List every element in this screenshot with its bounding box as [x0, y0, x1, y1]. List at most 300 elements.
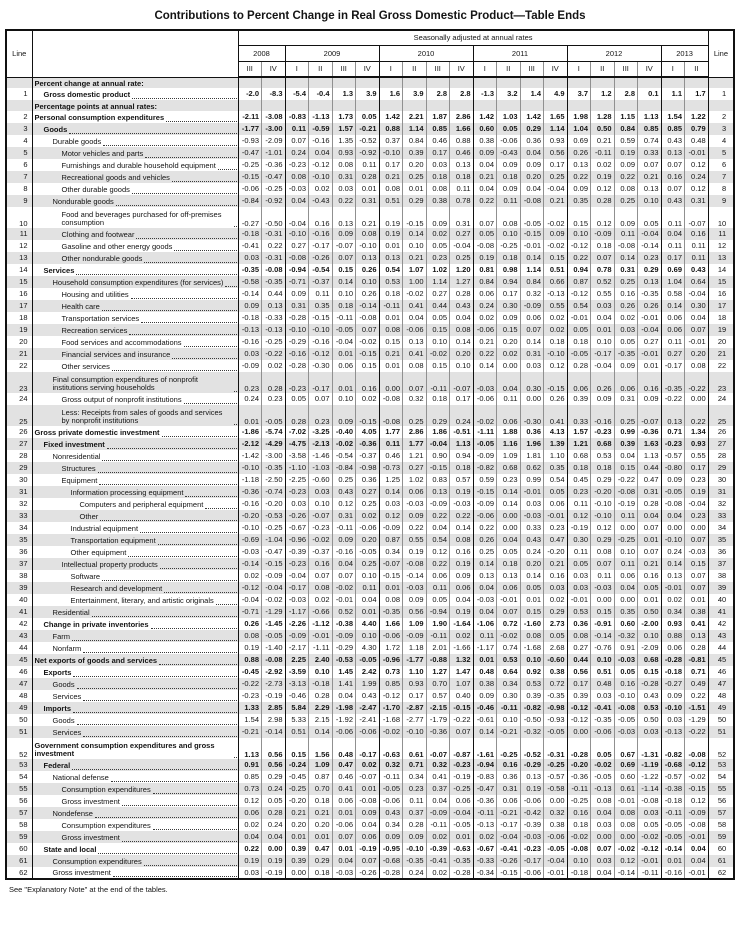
value-cell: -0.01: [520, 486, 544, 498]
line-number-right: 26: [708, 426, 734, 438]
value-cell: -1.04: [262, 534, 286, 546]
value-cell: 0.13: [638, 183, 662, 195]
value-cell: -1.06: [473, 618, 497, 630]
value-cell: 0.02: [544, 324, 568, 336]
row-label-text: Gross private domestic investment: [34, 428, 160, 438]
value-cell: 0.07: [591, 843, 615, 855]
dot-leader: [95, 817, 237, 818]
row-label-wrap: [33, 798, 238, 807]
value-cell: -0.02: [591, 759, 615, 771]
value-cell: -0.29: [285, 336, 309, 348]
value-cell: 0.23: [567, 486, 591, 498]
value-cell: -0.66: [309, 606, 333, 618]
value-cell: 0.04: [403, 312, 427, 324]
line-number-right: 50: [708, 714, 734, 726]
value-cell: 0.61: [403, 738, 427, 759]
value-cell: 0.68: [497, 462, 521, 474]
year-header: 2010: [379, 46, 473, 62]
value-cell: -0.88: [426, 654, 450, 666]
value-cell: -0.22: [450, 714, 474, 726]
value-cell: 0.93: [544, 135, 568, 147]
value-cell: -2.15: [426, 702, 450, 714]
value-cell: -0.11: [473, 807, 497, 819]
value-cell: -0.39: [426, 843, 450, 855]
value-cell: 0.09: [638, 393, 662, 405]
value-cell: 0.06: [661, 642, 685, 654]
value-cell: 0.50: [638, 606, 662, 618]
value-cell: 1.03: [497, 111, 521, 123]
value-cell: 0.13: [262, 300, 286, 312]
value-cell: -1.51: [685, 702, 709, 714]
value-cell: 0.00: [262, 843, 286, 855]
row-label-wrap: [33, 869, 238, 878]
table-row: [6, 135, 734, 147]
value-cell: -0.22: [685, 372, 709, 393]
value-cell: 0.12: [379, 510, 403, 522]
line-number-right: 46: [708, 666, 734, 678]
line-number-left: [6, 100, 32, 111]
value-cell: 0.06: [614, 570, 638, 582]
value-cell: -0.04: [262, 582, 286, 594]
value-cell: -0.25: [497, 240, 521, 252]
value-cell: -0.37: [356, 450, 380, 462]
value-cell: -1.64: [450, 618, 474, 630]
section-row: [6, 100, 734, 111]
value-cell: 0.08: [238, 630, 262, 642]
table-row: [6, 594, 734, 606]
table-row: [6, 546, 734, 558]
value-cell: -0.15: [544, 372, 568, 393]
value-cell: 0.14: [450, 336, 474, 348]
value-cell: 0.14: [450, 522, 474, 534]
line-number-left: 36: [6, 546, 32, 558]
value-cell: 0.53: [379, 276, 403, 288]
line-number-right: 55: [708, 783, 734, 795]
value-cell: 0.83: [426, 474, 450, 486]
value-cell: -0.10: [379, 147, 403, 159]
value-cell: 0.36: [567, 618, 591, 630]
value-cell: 0.04: [332, 558, 356, 570]
value-cell: 1.65: [544, 111, 568, 123]
line-number-right: 61: [708, 855, 734, 867]
value-cell: 1.3: [332, 88, 356, 100]
value-cell: 0.00: [685, 393, 709, 405]
value-cell: 0.09: [238, 300, 262, 312]
quarter-header: I: [285, 62, 309, 78]
row-label: [32, 135, 238, 147]
row-label-text: Other equipment: [70, 548, 127, 558]
value-cell: -0.26: [285, 510, 309, 522]
row-label: [32, 450, 238, 462]
value-cell: 0.26: [614, 300, 638, 312]
dot-leader: [73, 676, 236, 677]
value-cell: [638, 77, 662, 88]
value-cell: 0.39: [567, 393, 591, 405]
value-cell: 2.8: [614, 88, 638, 100]
row-label-text: Exports: [43, 668, 72, 678]
value-cell: 0.23: [238, 372, 262, 393]
value-cell: 0.16: [356, 372, 380, 393]
dot-leader: [172, 181, 237, 182]
dot-leader: [113, 876, 237, 877]
value-cell: -0.15: [403, 207, 427, 228]
value-cell: 0.23: [426, 252, 450, 264]
value-cell: -0.01: [567, 312, 591, 324]
value-cell: 0.38: [473, 135, 497, 147]
row-label: [32, 759, 238, 771]
value-cell: 0.09: [450, 570, 474, 582]
value-cell: -0.94: [473, 759, 497, 771]
value-cell: 0.23: [638, 252, 662, 264]
value-cell: [473, 100, 497, 111]
value-cell: -0.83: [473, 771, 497, 783]
value-cell: 0.09: [285, 288, 309, 300]
value-cell: -0.09: [426, 498, 450, 510]
value-cell: 0.04: [473, 159, 497, 171]
value-cell: -0.08: [661, 498, 685, 510]
value-cell: 0.41: [544, 405, 568, 426]
value-cell: -0.31: [262, 228, 286, 240]
value-cell: 0.57: [450, 474, 474, 486]
value-cell: -0.08: [685, 738, 709, 759]
value-cell: 0.07: [332, 831, 356, 843]
dot-leader: [151, 628, 237, 629]
value-cell: -0.17: [497, 819, 521, 831]
value-cell: 0.30: [497, 690, 521, 702]
value-cell: -0.28: [661, 654, 685, 666]
value-cell: -0.01: [685, 831, 709, 843]
value-cell: 0.11: [285, 123, 309, 135]
value-cell: 0.26: [591, 372, 615, 393]
value-cell: 0.25: [403, 171, 427, 183]
value-cell: -0.28: [638, 678, 662, 690]
value-cell: 0.03: [591, 819, 615, 831]
value-cell: 0.12: [426, 546, 450, 558]
value-cell: 0.09: [332, 228, 356, 240]
value-cell: 0.15: [591, 606, 615, 618]
value-cell: 0.18: [426, 171, 450, 183]
value-cell: 0.00: [685, 522, 709, 534]
value-cell: -0.05: [473, 438, 497, 450]
dot-leader: [225, 286, 236, 287]
value-cell: 0.43: [379, 807, 403, 819]
row-label-wrap: [33, 489, 238, 498]
value-cell: -0.17: [285, 582, 309, 594]
value-cell: -0.08: [520, 195, 544, 207]
value-cell: -0.09: [473, 498, 497, 510]
value-cell: -2.13: [309, 438, 333, 450]
value-cell: -0.02: [544, 207, 568, 228]
table-row: [6, 498, 734, 510]
line-number-right: 58: [708, 819, 734, 831]
value-cell: -0.43: [309, 195, 333, 207]
value-cell: -0.12: [379, 690, 403, 702]
value-cell: 0.33: [520, 522, 544, 534]
value-cell: 0.66: [544, 276, 568, 288]
value-cell: 0.55: [544, 300, 568, 312]
value-cell: -0.08: [356, 312, 380, 324]
value-cell: 0.13: [473, 570, 497, 582]
row-label-wrap: [33, 657, 238, 666]
value-cell: -0.08: [614, 702, 638, 714]
value-cell: 0.19: [520, 783, 544, 795]
value-cell: -0.10: [238, 462, 262, 474]
table-row: [6, 207, 734, 228]
value-cell: 0.00: [497, 510, 521, 522]
value-cell: -0.41: [238, 240, 262, 252]
row-label-text: Personal consumption expenditures: [34, 113, 165, 123]
value-cell: 2.15: [309, 714, 333, 726]
table-row: [6, 123, 734, 135]
value-cell: 0.08: [614, 807, 638, 819]
value-cell: -0.01: [544, 867, 568, 879]
value-cell: 0.07: [356, 855, 380, 867]
dot-leader: [160, 568, 237, 569]
row-label: [32, 702, 238, 714]
value-cell: 0.21: [379, 171, 403, 183]
value-cell: -0.21: [497, 807, 521, 819]
value-cell: 0.08: [403, 360, 427, 372]
value-cell: -2.09: [638, 642, 662, 654]
line-number-right: 52: [708, 738, 734, 759]
value-cell: -1.77: [403, 654, 427, 666]
table-row: [6, 111, 734, 123]
value-cell: -2.92: [262, 666, 286, 678]
row-label-text: Gross output of nonprofit institutions: [61, 395, 182, 405]
value-cell: -0.05: [379, 783, 403, 795]
value-cell: 0.13: [403, 336, 427, 348]
value-cell: -0.11: [332, 522, 356, 534]
value-cell: 0.25: [356, 558, 380, 570]
value-cell: 0.84: [473, 276, 497, 288]
line-number-left: 29: [6, 462, 32, 474]
value-cell: 1.88: [497, 426, 521, 438]
value-cell: -0.38: [661, 783, 685, 795]
table-row: [6, 183, 734, 195]
value-cell: 3.7: [567, 88, 591, 100]
dot-leader: [98, 853, 236, 854]
value-cell: 0.05: [356, 111, 380, 123]
row-label-wrap: [33, 742, 238, 759]
value-cell: 0.22: [473, 522, 497, 534]
value-cell: 0.03: [567, 582, 591, 594]
value-cell: 0.43: [450, 300, 474, 312]
value-cell: -0.03: [520, 831, 544, 843]
value-cell: 0.02: [426, 867, 450, 879]
value-cell: 0.14: [497, 486, 521, 498]
value-cell: -2.50: [262, 474, 286, 486]
value-cell: 0.08: [332, 159, 356, 171]
value-cell: 0.24: [450, 405, 474, 426]
line-number-right: 34: [708, 522, 734, 534]
value-cell: -0.15: [473, 486, 497, 498]
line-number-left: 14: [6, 264, 32, 276]
value-cell: 0.11: [497, 393, 521, 405]
value-cell: 0.27: [661, 348, 685, 360]
value-cell: 0.02: [497, 348, 521, 360]
row-label: [32, 159, 238, 171]
row-label-wrap: [33, 279, 238, 288]
table-row: [6, 426, 734, 438]
value-cell: 0.10: [426, 336, 450, 348]
value-cell: -0.10: [661, 702, 685, 714]
value-cell: -1.66: [450, 642, 474, 654]
dot-leader: [100, 520, 236, 521]
line-number-left: 30: [6, 474, 32, 486]
value-cell: 0.93: [661, 618, 685, 630]
value-cell: -0.26: [356, 867, 380, 879]
line-number-right: 15: [708, 276, 734, 288]
value-cell: 0.25: [473, 546, 497, 558]
value-cell: 2.86: [450, 111, 474, 123]
value-cell: 0.28: [285, 405, 309, 426]
value-cell: 0.05: [614, 666, 638, 678]
value-cell: 0.02: [426, 831, 450, 843]
value-cell: -0.05: [661, 486, 685, 498]
value-cell: -0.07: [309, 510, 333, 522]
row-label: [32, 594, 238, 606]
value-cell: 0.03: [285, 498, 309, 510]
value-cell: 1.57: [332, 123, 356, 135]
value-cell: 0.06: [426, 570, 450, 582]
dot-leader: [83, 652, 236, 653]
value-cell: 0.18: [567, 462, 591, 474]
row-label-wrap: [33, 315, 238, 324]
value-cell: 0.29: [591, 474, 615, 486]
value-cell: 0.08: [685, 360, 709, 372]
value-cell: 0.12: [544, 360, 568, 372]
value-cell: -0.08: [403, 558, 427, 570]
dot-leader: [69, 133, 236, 134]
value-cell: 0.04: [591, 867, 615, 879]
value-cell: -2.47: [356, 702, 380, 714]
value-cell: -0.63: [379, 738, 403, 759]
line-number-right: 36: [708, 546, 734, 558]
value-cell: -0.22: [614, 474, 638, 486]
value-cell: 0.07: [356, 324, 380, 336]
value-cell: -0.47: [262, 171, 286, 183]
value-cell: 0.04: [685, 312, 709, 324]
value-cell: 0.39: [567, 690, 591, 702]
dot-leader: [234, 226, 237, 227]
row-label-text: Industrial equipment: [70, 524, 139, 534]
row-label-wrap: [33, 396, 238, 405]
row-label-wrap: [33, 513, 238, 522]
value-cell: 0.19: [614, 147, 638, 159]
value-cell: -0.92: [262, 195, 286, 207]
line-number-left: 37: [6, 558, 32, 570]
value-cell: 0.52: [591, 276, 615, 288]
value-cell: 0.18: [544, 336, 568, 348]
value-cell: 0.27: [356, 486, 380, 498]
value-cell: -0.33: [473, 855, 497, 867]
value-cell: -0.17: [520, 855, 544, 867]
value-cell: 0.67: [614, 738, 638, 759]
value-cell: 0.10: [591, 654, 615, 666]
value-cell: 2.68: [544, 642, 568, 654]
value-cell: -0.07: [685, 207, 709, 228]
value-cell: 4.13: [544, 426, 568, 438]
value-cell: 1.42: [473, 111, 497, 123]
row-label: [32, 348, 238, 360]
value-cell: 0.02: [614, 312, 638, 324]
value-cell: -0.02: [544, 240, 568, 252]
row-label-text: Clothing and footwear: [61, 230, 135, 240]
value-cell: 0.01: [332, 372, 356, 393]
value-cell: -0.11: [497, 702, 521, 714]
value-cell: -0.14: [262, 726, 286, 738]
value-cell: -0.03: [238, 546, 262, 558]
value-cell: 0.03: [591, 690, 615, 702]
value-cell: 0.88: [379, 123, 403, 135]
value-cell: 1.66: [450, 123, 474, 135]
value-cell: 0.29: [403, 195, 427, 207]
row-label-text: Federal: [43, 761, 71, 771]
value-cell: 0.73: [238, 783, 262, 795]
row-label-wrap: [33, 621, 238, 630]
value-cell: 0.04: [426, 522, 450, 534]
value-cell: 0.43: [685, 264, 709, 276]
dot-leader: [234, 424, 237, 425]
value-cell: 0.04: [262, 831, 286, 843]
value-cell: -0.35: [544, 690, 568, 702]
value-cell: 0.10: [497, 714, 521, 726]
value-cell: 0.09: [356, 807, 380, 819]
value-cell: -0.30: [520, 405, 544, 426]
value-cell: 0.09: [497, 159, 521, 171]
value-cell: 0.93: [685, 438, 709, 450]
line-number-right: 21: [708, 348, 734, 360]
value-cell: -0.10: [356, 240, 380, 252]
value-cell: -0.23: [285, 486, 309, 498]
value-cell: -1.70: [379, 702, 403, 714]
value-cell: 0.85: [426, 123, 450, 135]
row-label: [32, 240, 238, 252]
line-number-right: 38: [708, 570, 734, 582]
value-cell: -0.04: [638, 324, 662, 336]
row-label: [32, 606, 238, 618]
value-cell: -0.08: [379, 405, 403, 426]
value-cell: 0.27: [285, 240, 309, 252]
value-cell: 0.09: [332, 405, 356, 426]
value-cell: 0.87: [567, 276, 591, 288]
row-label-text: Fixed investment: [43, 440, 105, 450]
value-cell: 0.29: [262, 771, 286, 783]
value-cell: 0.10: [356, 276, 380, 288]
value-cell: -0.06: [379, 630, 403, 642]
quarter-header: IV: [262, 62, 286, 78]
table-row: [6, 582, 734, 594]
value-cell: 0.15: [614, 462, 638, 474]
row-label: [32, 462, 238, 474]
value-cell: 0.20: [309, 819, 333, 831]
value-cell: 0.00: [614, 522, 638, 534]
value-cell: -0.37: [309, 546, 333, 558]
row-label-text: Equipment: [61, 476, 98, 486]
value-cell: 1.66: [379, 618, 403, 630]
value-cell: 0.59: [614, 135, 638, 147]
value-cell: -0.96: [285, 534, 309, 546]
value-cell: -0.11: [379, 771, 403, 783]
row-label-wrap: [33, 729, 238, 738]
value-cell: 0.78: [591, 264, 615, 276]
value-cell: -0.18: [661, 666, 685, 678]
row-label-wrap: [33, 774, 238, 783]
line-header-left: Line: [6, 30, 32, 77]
value-cell: 0.07: [473, 207, 497, 228]
value-cell: -0.06: [332, 726, 356, 738]
value-cell: -1.68: [520, 642, 544, 654]
